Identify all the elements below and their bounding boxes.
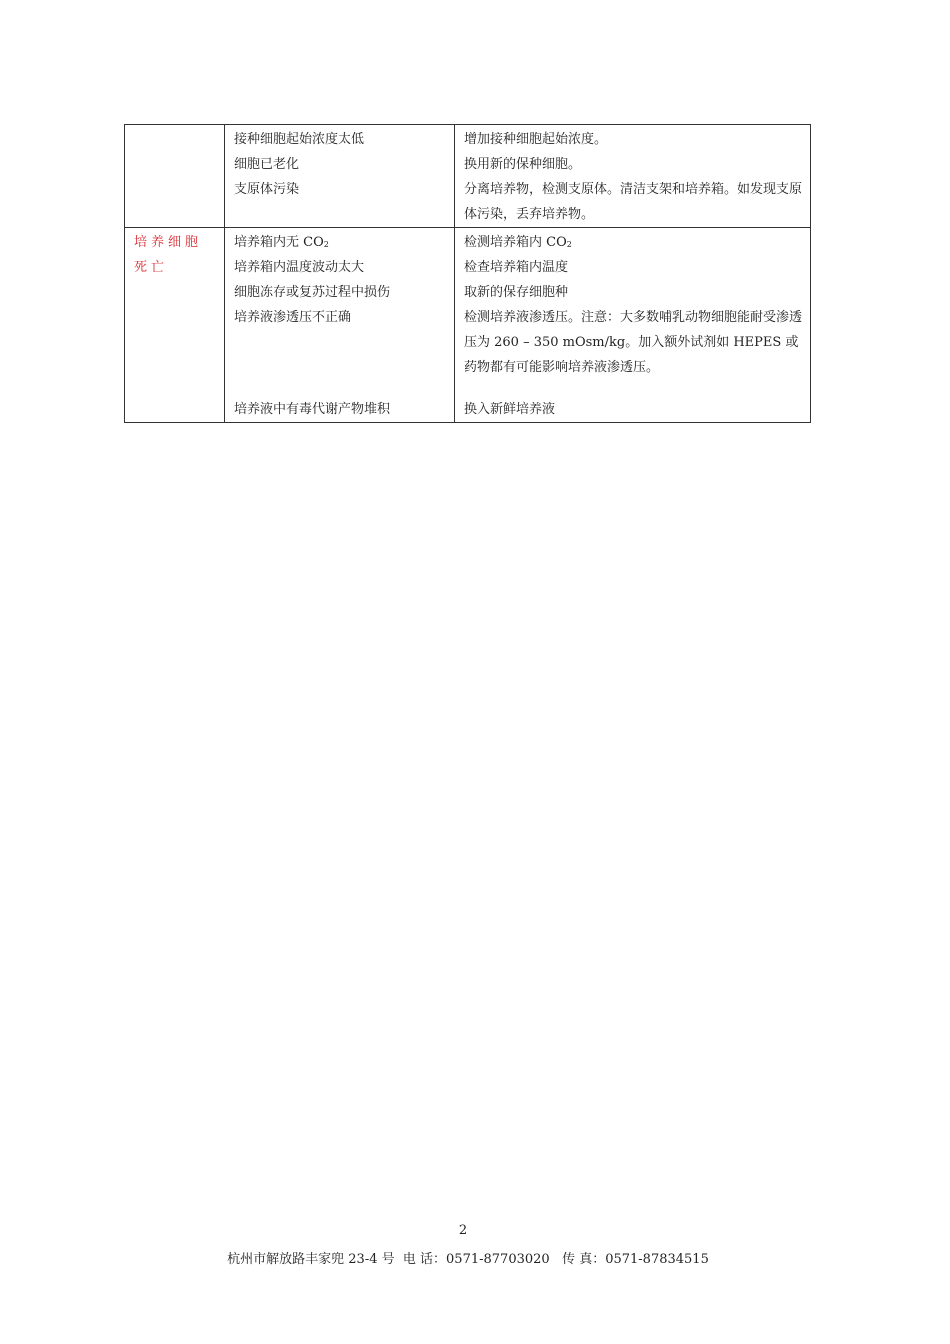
problem-cell xyxy=(125,125,225,228)
cause-item: 细胞冻存或复苏过程中损伤 xyxy=(234,285,391,300)
cause-text: 培养箱内无 CO xyxy=(234,235,324,250)
cause-item: 培养液中有毒代谢产物堆积 xyxy=(234,402,391,417)
solution-text: 检测培养箱内 CO xyxy=(464,235,567,250)
solution-item: 换用新的保种细胞。 xyxy=(464,157,582,172)
cause-item xyxy=(234,230,446,255)
cause-item: 接种细胞起始浓度太低 xyxy=(234,132,365,147)
table-row xyxy=(125,228,811,423)
solution-item: 检测培养液渗透压。注意：大多数哺乳动物细胞能耐受渗透压为 260 – 350 mOsm/kg。加入额外试剂如 HEPES 或药物都有可能影响培养液渗透压。 xyxy=(464,310,802,375)
solution-item: 取新的保存细胞种 xyxy=(464,285,569,300)
solutions-cell xyxy=(455,125,811,228)
cause-item: 培养箱内温度波动太大 xyxy=(234,260,365,275)
solution-item: 分离培养物，检测支原体。清洁支架和培养箱。如发现支原体污染，丢弃培养物。 xyxy=(464,182,802,222)
footer-contact: 杭州市解放路丰家兜 23-4 号 电 话：0571-87703020 传 真：0571-87834515 xyxy=(227,1252,709,1267)
subscript: 2 xyxy=(566,240,572,249)
problem-label: 培养细胞死亡 xyxy=(134,235,203,275)
problem-cell xyxy=(125,228,225,423)
solution-item: 检查培养箱内温度 xyxy=(464,260,569,275)
solutions-cell xyxy=(455,228,811,423)
solution-item: 换入新鲜培养液 xyxy=(464,402,556,417)
causes-cell xyxy=(225,228,455,423)
table-row xyxy=(125,125,811,228)
page-number: 2 xyxy=(458,1223,468,1238)
solution-item xyxy=(464,230,802,255)
subscript: 2 xyxy=(323,240,329,249)
cause-item: 支原体污染 xyxy=(234,182,300,197)
cause-item: 细胞已老化 xyxy=(234,157,300,172)
solution-item: 增加接种细胞起始浓度。 xyxy=(464,132,608,147)
cause-item: 培养液渗透压不正确 xyxy=(234,310,352,325)
troubleshooting-table xyxy=(124,124,811,423)
causes-cell xyxy=(225,125,455,228)
